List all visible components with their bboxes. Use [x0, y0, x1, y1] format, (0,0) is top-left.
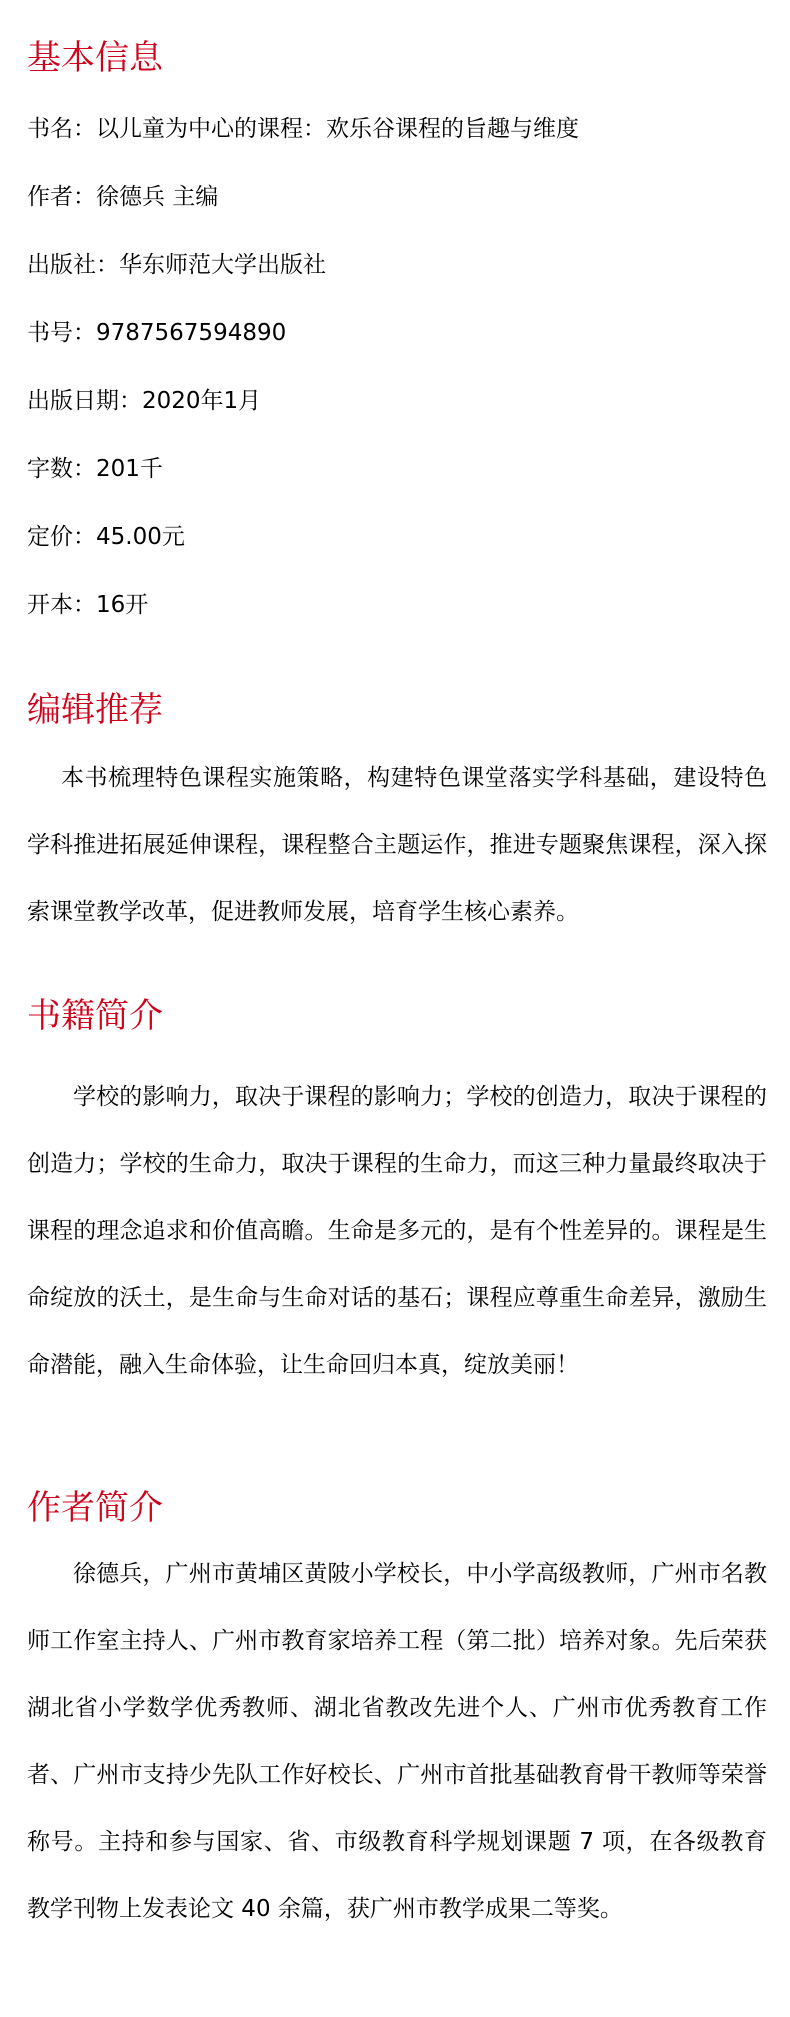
- book-intro-text: 学校的影响力，取决于课程的影响力；学校的创造力，取决于课程的创造力；学校的生命力，取决于课程的生命力，而这三种力量最终取决于课程的理念追求和价值高瞻。生命是多元的，是有个性差异的。课程是生命绽放的沃土，是生命与生命对话的基石；课程应尊重生命差异，激励生命潜能，融入生命体验，让生命回归本真，绽放美丽！: [27, 1084, 767, 1378]
- info-title-line: 书名：以儿童为中心的课程：欢乐谷课程的旨趣与维度: [27, 116, 579, 142]
- info-pubdate-line: 出版日期：2020年1月: [27, 388, 262, 414]
- author-intro-text: 徐德兵，广州市黄埔区黄陂小学校长，中小学高级教师，广州市名教师工作室主持人、广州市教育家培养工程（第二批）培养对象。先后荣获湖北省小学数学优秀教师、湖北省教改先进个人、广州市优秀教育工作者、广州市支持少先队工作好校长、广州市首批基础教育骨干教师等荣誉称号。主持和参与国家、省、市级教育科学规划课题 7 项，在各级教育教学刊物上发表论文 40 余篇，获广州市教学成果二等奖。: [27, 1561, 767, 1922]
- info-author-line: 作者：徐德兵 主编: [27, 184, 219, 210]
- info-price-line: 定价：45.00元: [27, 524, 185, 550]
- author-intro-heading: 作者简介: [27, 1488, 163, 1528]
- basic-info-heading: 基本信息: [27, 38, 163, 78]
- info-publisher-line: 出版社：华东师范大学出版社: [27, 252, 326, 278]
- editor-recommendation-text: 本书梳理特色课程实施策略，构建特色课堂落实学科基础，建设特色学科推进拓展延伸课程，课程整合主题运作，推进专题聚焦课程，深入探索课堂教学改革，促进教师发展，培育学生核心素养。: [27, 765, 767, 925]
- book-intro-heading: 书籍简介: [27, 996, 163, 1036]
- info-format-line: 开本：16开: [27, 592, 149, 618]
- info-isbn-line: 书号：9787567594890: [27, 320, 287, 346]
- editor-recommendation-heading: 编辑推荐: [27, 690, 163, 730]
- info-wordcount-line: 字数：201千: [27, 456, 163, 482]
